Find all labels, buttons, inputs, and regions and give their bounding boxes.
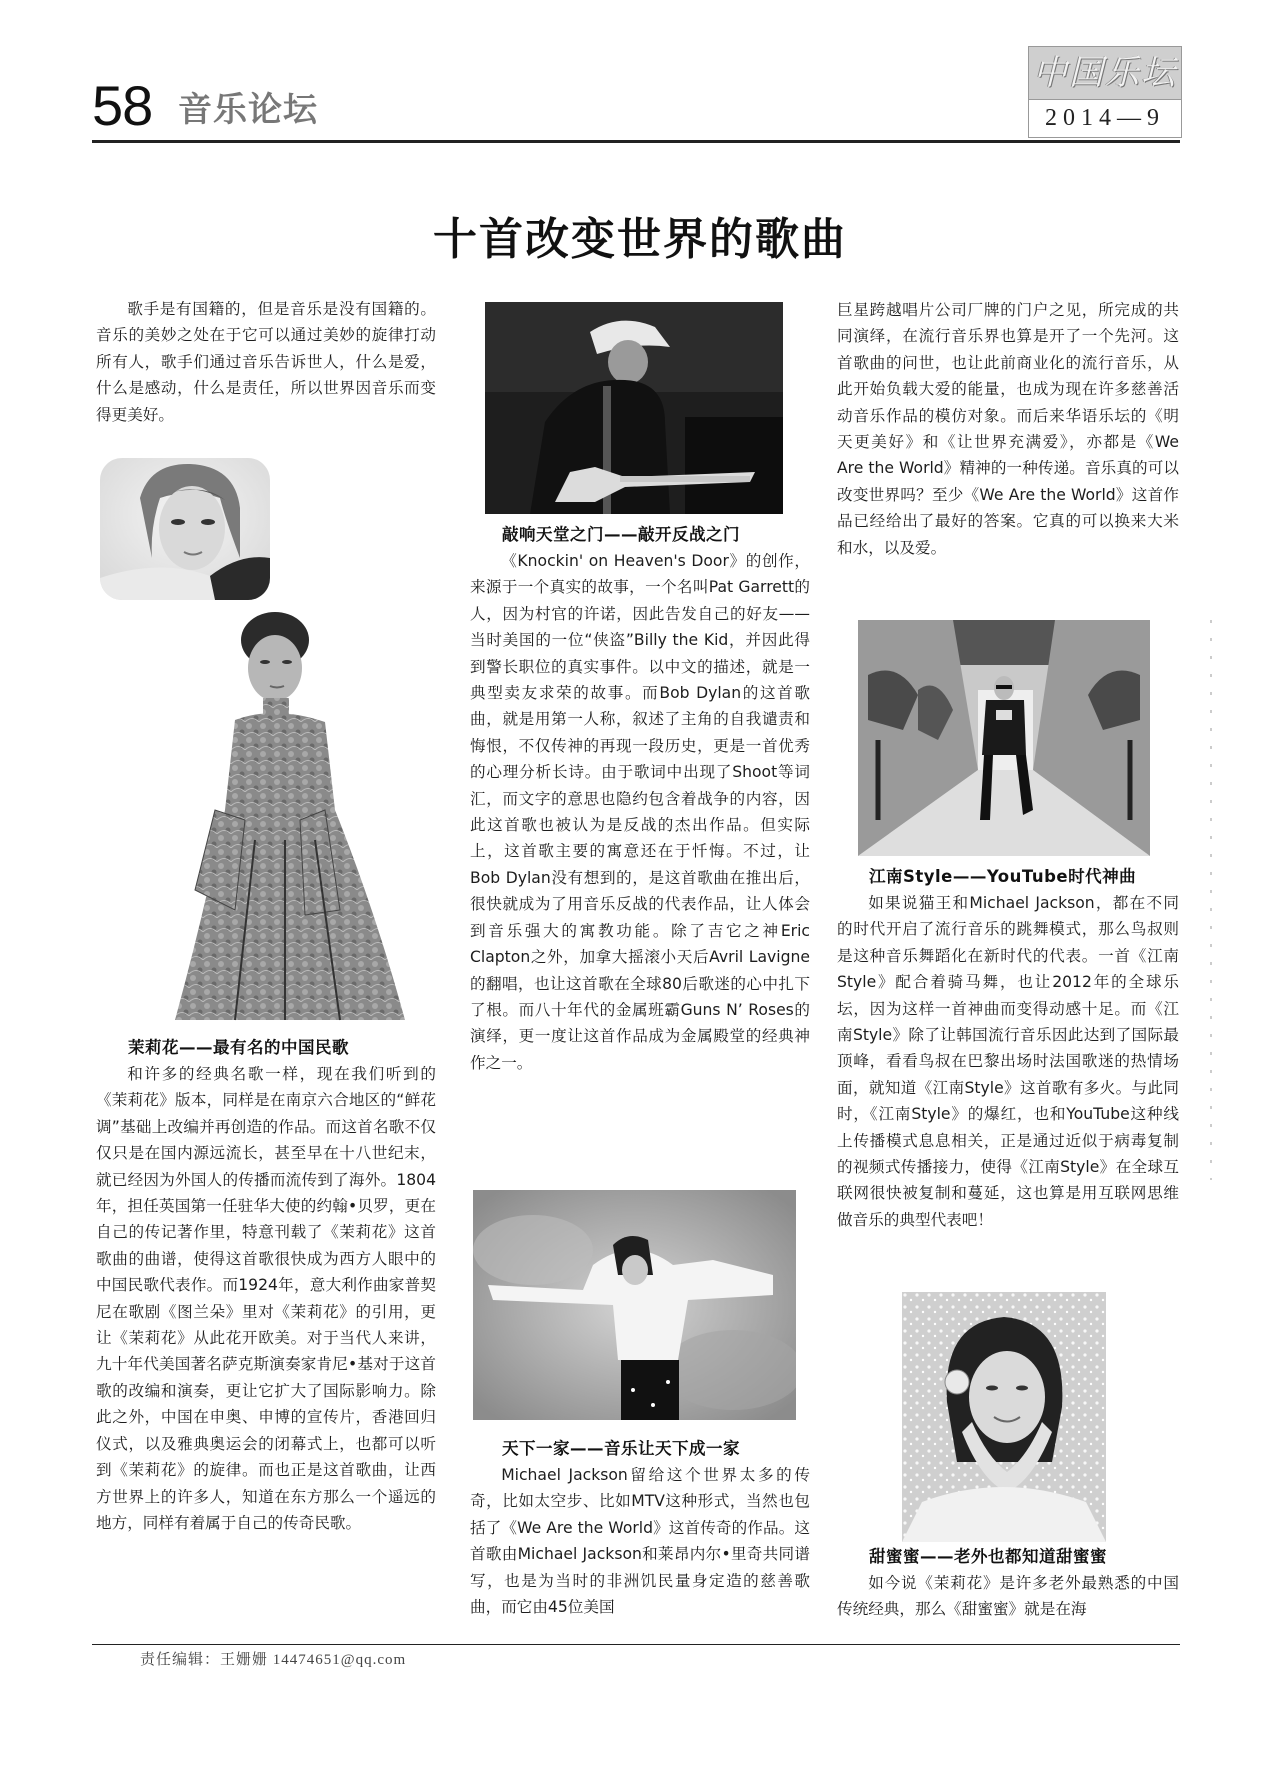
section-heading: 茉莉花——最有名的中国民歌: [128, 1038, 349, 1057]
footer-divider: [92, 1644, 1180, 1645]
stable-dance-image-icon: [858, 620, 1150, 856]
section-body: 和许多的经典名歌一样，现在我们听到的《茉莉花》版本，同样是在南京六合地区的“鲜花调”基础上改编并再创造的作品。而这首名歌不仅仅只是在国内源远流长，甚至早在十八世纪末，就已经因为外国人的传播而流传到了海外。1804年，担任英国第一任驻华大使的约翰•贝罗，更在自己的传记著作里，特意刊载了《茉莉花》这首歌曲的曲谱，使得这首歌很快成为西方人眼中的中国民歌代表作。而1924年，意大利作曲家普契尼在歌剧《图兰朵》里对《茉莉花》的引用，更让《茉莉花》从此花开欧美。对于当代人来讲，九十年代美国著名萨克斯演奏家肯尼•基对于这首歌的改编和演奏，更让它扩大了国际影响力。除此之外，中国在申奥、申博的宣传片，香港回归仪式，以及雅典奥运会的闭幕式上，也都可以听到《茉莉花》的旋律。而也正是这首歌曲，让西方世界上的许多人，知道在东方那么一个遥远的地方，同样有着属于自己的传奇民歌。: [96, 1065, 436, 1532]
singer-portrait-image-icon: [902, 1292, 1106, 1542]
masthead-logo: 中国乐坛: [1029, 47, 1181, 100]
page-edge-marks: [1210, 620, 1212, 1180]
section-heading: 敲响天堂之门——敲开反战之门: [502, 525, 740, 544]
section-name: 音乐论坛: [178, 90, 318, 130]
performer-image-icon: [473, 1190, 796, 1420]
singer-gown-image-icon: [175, 610, 405, 1025]
section-gangnam-style: [837, 864, 1179, 1233]
section-heavens-door: [470, 522, 810, 1076]
section-body: 《Knockin' on Heaven's Door》的创作，来源于一个真实的故事，一个名叫Pat Garrett的人，因为村官的许诺，因此告发自己的好友——当时美国的一位“侠盗”Billy the Kid，并因此得到警长职位的真实事件。以中文的描述，就是一典型卖友求荣的故事。而Bob Dylan的这首歌曲，就是用第一人称，叙述了主角的自我谴责和悔恨，不仅传神的再现一段历史，更是一首优秀的心理分析长诗。由于歌词中出现了Shoot等词汇，而文字的意思也隐约包含着战争的内容，因此这首歌也被认为是反战的杰出作品。但实际上，这首歌主要的寓意还在于忏悔。不过，让Bob Dylan没有想到的，是这首歌曲在推出后，很快就成为了用音乐反战的代表作品，让人体会到音乐强大的寓教功能。除了吉它之神Eric Clapton之外，加拿大摇滚小天后Avril Lavigne的翻唱，也让这首歌在全球80后歌迷的心中扎下了根。而八十年代的金属班霸Guns N’ Roses的演绎，更一度让这首作品成为金属殿堂的经典神作之一。: [470, 552, 810, 1072]
singer-portrait-photo: [902, 1292, 1106, 1542]
section-heading: 天下一家——音乐让天下成一家: [502, 1439, 740, 1458]
section-jasmine: [96, 1035, 436, 1536]
stage-performer-photo: [473, 1190, 796, 1420]
section-we-are-the-world-continued: [837, 297, 1179, 561]
issue-number: 2014—9: [1045, 105, 1165, 131]
section-body: 如今说《茉莉花》是许多老外最熟悉的中国传统经典，那么《甜蜜蜜》就是在海: [837, 1574, 1179, 1619]
portrait-photo: [100, 458, 270, 600]
article-title: 十首改变世界的歌曲: [433, 214, 847, 265]
header-divider: [92, 140, 1180, 143]
singer-in-gown-photo: [175, 610, 405, 1025]
dancer-in-stable-photo: [858, 620, 1150, 856]
section-heading: 江南Style——YouTube时代神曲: [869, 867, 1137, 886]
section-tian-mi-mi: [837, 1544, 1179, 1623]
section-body: 如果说猫王和Michael Jackson，都在不同的时代开启了流行音乐的跳舞模式，那么鸟叔则是这种音乐舞蹈化在新时代的代表。一首《江南Style》配合着骑马舞，也让2012年的全球乐坛，因为这样一首神曲而变得动感十足。而《江南Style》除了让韩国流行音乐因此达到了国际最顶峰，看看鸟叔在巴黎出场时法国歌迷的热情场面，就知道《江南Style》这首歌有多火。与此同时，《江南Style》的爆红，也和YouTube这种线上传播模式息息相关，正是通过近似于病毒复制的视频式传播接力，使得《江南Style》在全球互联网很快被复制和蔓延，这也算是用互联网思维做音乐的典型代表吧！: [837, 894, 1179, 1229]
intro-paragraph: 歌手是有国籍的，但是音乐是没有国籍的。音乐的美妙之处在于它可以通过美妙的旋律打动所有人，歌手们通过音乐告诉世人，什么是爱，什么是感动，什么是责任，所以世界因音乐而变得更美好。: [96, 300, 436, 424]
masthead-box: [1028, 46, 1182, 138]
section-we-are-the-world: [470, 1436, 810, 1620]
section-body: Michael Jackson留给这个世界太多的传奇，比如太空步、比如MTV这种形式，当然也包括了《We Are the World》这首传奇的作品。这首歌由Michael Jackson和莱昂内尔•里奇共同谱写，也是为当时的非洲饥民量身定造的慈善歌曲，而它由45位美国: [470, 1466, 810, 1617]
guitarist-photo: [485, 302, 783, 514]
page-number: 58: [92, 74, 153, 137]
section-body-continued: 巨星跨越唱片公司厂牌的门户之见，所完成的共同演绎，在流行音乐界也算是开了一个先河。这首歌曲的问世，也让此前商业化的流行音乐，从此开始负载大爱的能量，也成为现在许多慈善活动音乐作品的模仿对象。而后来华语乐坛的《明天更美好》和《让世界充满爱》，亦都是《We Are the World》精神的一种传递。音乐真的可以改变世界吗？至少《We Are the World》这首作品已经给出了最好的答案。它真的可以换来大米和水，以及爱。: [837, 301, 1179, 557]
guitarist-image-icon: [485, 302, 783, 514]
section-heading: 甜蜜蜜——老外也都知道甜蜜蜜: [869, 1547, 1107, 1566]
intro-column: [96, 296, 436, 428]
editor-credit: 责任编辑：王姗姗 14474651@qq.com: [140, 1652, 407, 1668]
portrait-image-icon: [100, 458, 270, 600]
